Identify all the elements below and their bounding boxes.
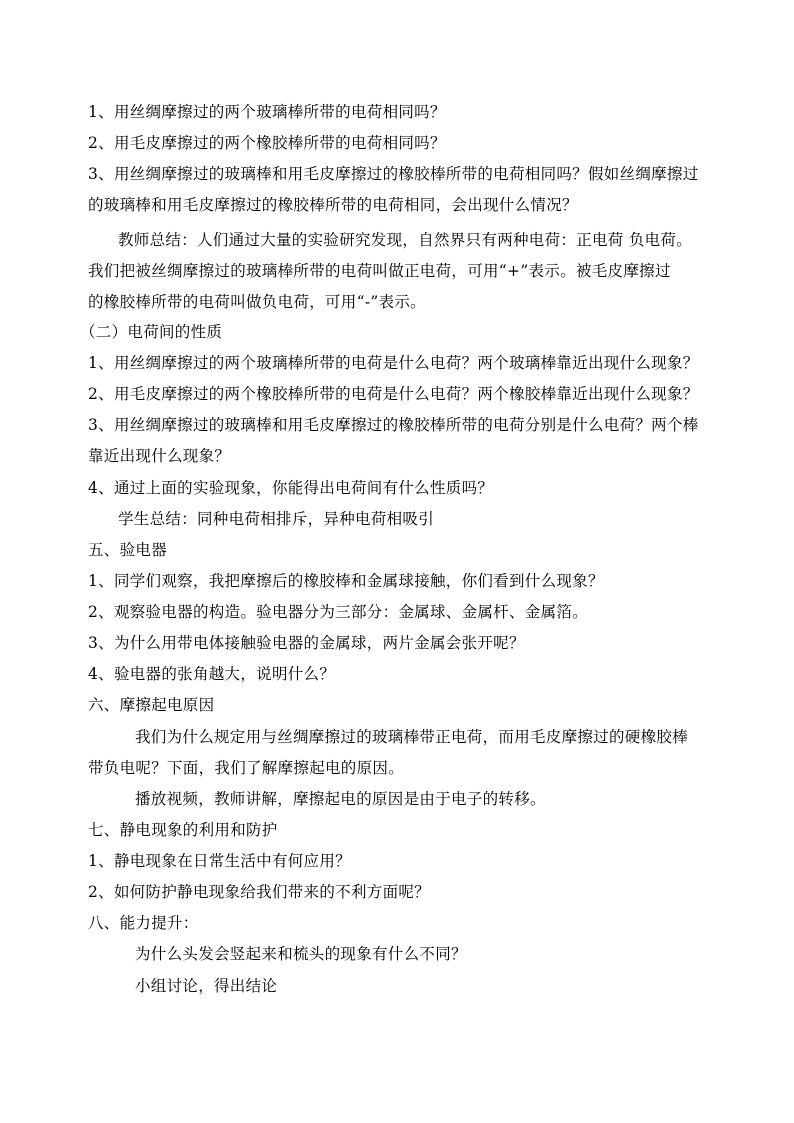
teacher-summary-line-1: 教师总结：人们通过大量的实验研究发现，自然界只有两种电荷：正电荷 负电荷。 [118,231,693,249]
question-1-same-charge-glass: 1、用丝绸摩擦过的两个玻璃棒所带的电荷相同吗？ [88,103,446,121]
question-4-charge-properties: 4、通过上面的实验现象，你能得出电荷间有什么性质吗？ [88,479,494,497]
static-question-1: 1、静电现象在日常生活中有何应用？ [88,852,351,870]
video-explanation: 播放视频，教师讲解，摩擦起电的原因是由于电子的转移。 [135,790,546,808]
question-3-line-2: 靠近出现什么现象？ [88,447,231,465]
section-heading-charge-properties: （二）电荷间的性质 [80,323,223,341]
teacher-summary-line-3: 的橡胶棒所带的电荷叫做负电荷，可用“-”表示。 [88,293,426,311]
electroscope-question-3: 3、为什么用带电体接触验电器的金属球，两片金属会张开呢？ [88,634,525,652]
question-3-line-1: 3、用丝绸摩擦过的玻璃棒和用毛皮摩擦过的橡胶棒所带的电荷分别是什么电荷？两个棒 [88,416,699,434]
teacher-summary-line-2: 我们把被丝绸摩擦过的玻璃棒所带的电荷叫做正电荷，可用“+”表示。被毛皮摩擦过 [88,262,671,280]
section-heading-static-use: 七、静电现象的利用和防护 [88,821,278,839]
question-3-line-2: 的玻璃棒和用毛皮摩擦过的橡胶棒所带的电荷相同，会出现什么情况？ [88,196,578,214]
electroscope-question-1: 1、同学们观察，我把摩擦后的橡胶棒和金属球接触，你们看到什么现象？ [88,572,604,590]
student-summary: 学生总结：同种电荷相排斥，异种电荷相吸引 [118,510,435,528]
question-2-same-charge-rubber: 2、用毛皮摩擦过的两个橡胶棒所带的电荷相同吗？ [88,134,446,152]
section-heading-ability: 八、能力提升： [88,914,199,932]
question-3-line-1: 3、用丝绸摩擦过的玻璃棒和用毛皮摩擦过的橡胶棒所带的电荷相同吗？假如丝绸摩擦过 [88,165,699,183]
friction-paragraph-line-1: 我们为什么规定用与丝绸摩擦过的玻璃棒带正电荷，而用毛皮摩擦过的硬橡胶棒 [135,728,689,746]
question-1-glass-rods: 1、用丝绸摩擦过的两个玻璃棒所带的电荷是什么电荷？两个玻璃棒靠近出现什么现象？ [88,354,699,372]
section-heading-friction-cause: 六、摩擦起电原因 [88,696,215,714]
electroscope-question-2: 2、观察验电器的构造。验电器分为三部分：金属球、金属杆、金属箔。 [88,603,588,621]
question-2-rubber-rods: 2、用毛皮摩擦过的两个橡胶棒所带的电荷是什么电荷？两个橡胶棒靠近出现什么现象？ [88,385,699,403]
friction-paragraph-line-2: 带负电呢？下面，我们了解摩擦起电的原因。 [88,759,405,777]
section-heading-electroscope: 五、验电器 [88,541,168,559]
group-discussion: 小组讨论，得出结论 [135,977,278,995]
ability-question: 为什么头发会竖起来和梳头的现象有什么不同？ [135,945,467,963]
electroscope-question-4: 4、验电器的张角越大，说明什么？ [88,665,336,683]
static-question-2: 2、如何防护静电现象给我们带来的不利方面呢？ [88,883,430,901]
